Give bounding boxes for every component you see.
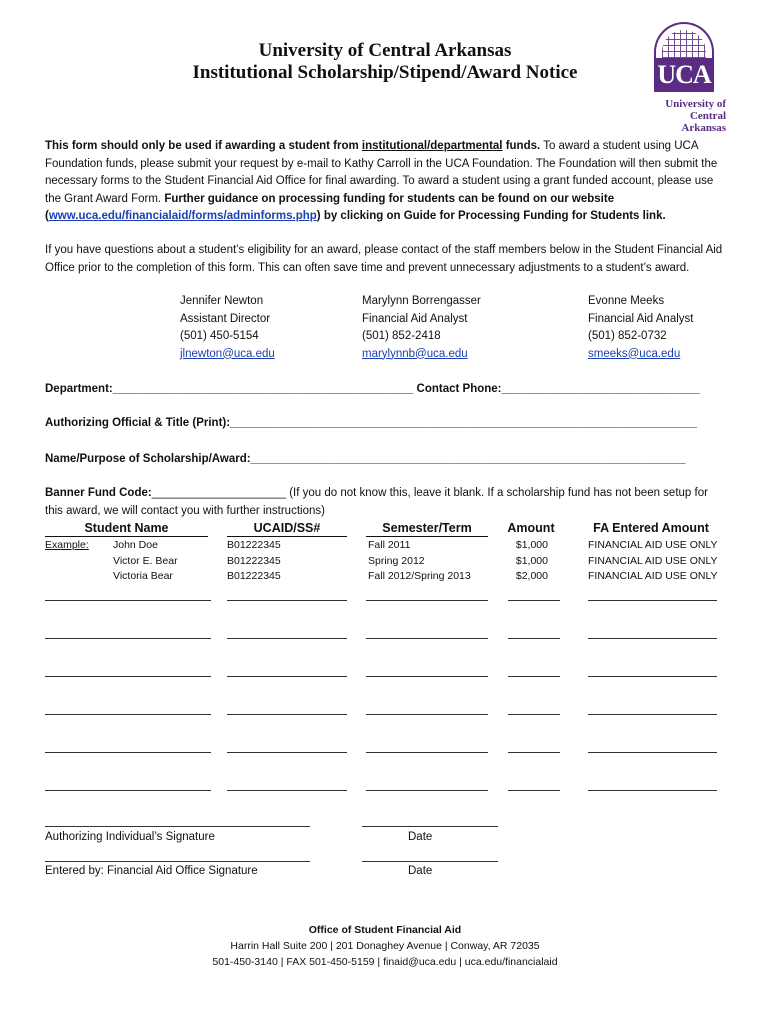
table-cell: $1,000 bbox=[515, 554, 548, 567]
header-semester-term: Semester/Term bbox=[366, 520, 488, 537]
header-fa-entered-amount: FA Entered Amount bbox=[593, 521, 709, 535]
fa-entered-input[interactable] bbox=[588, 638, 717, 639]
example-fa bbox=[588, 538, 718, 585]
intro-bold-a: This form should only be used if awarding a student from bbox=[45, 140, 362, 152]
footer-address: Harrin Hall Suite 200 | 201 Donaghey Avenue | Conway, AR 72035 bbox=[230, 940, 540, 952]
header-student-name: Student Name bbox=[45, 520, 208, 537]
intro-bold-c: Further guidance on processing funding for students can be found on our website ( bbox=[45, 192, 615, 222]
logo-arch-icon bbox=[654, 22, 714, 92]
intro-bold-d: ) by clicking on Guide for Processing Funding for Students link. bbox=[316, 210, 666, 222]
banner-fund-code-row bbox=[45, 485, 727, 520]
logo-wordmark bbox=[648, 98, 726, 134]
header-amount: Amount bbox=[507, 521, 555, 535]
contact-phone-field[interactable]: Contact Phone:_______________________________ bbox=[416, 383, 700, 395]
banner-fund-code-label: Banner Fund Code: bbox=[45, 487, 152, 499]
department-label: Department:_______________________________________________ bbox=[45, 383, 414, 395]
table-cell: B01222345 bbox=[227, 554, 281, 567]
semester-term-input[interactable] bbox=[366, 714, 488, 715]
table-cell: Victoria Bear bbox=[113, 570, 173, 582]
fa-entered-input[interactable] bbox=[588, 600, 717, 601]
student-name-input[interactable] bbox=[45, 790, 211, 791]
table-cell: B01222345 bbox=[227, 539, 281, 551]
table-cell: Victor E. Bear bbox=[113, 554, 178, 567]
ucaid-input[interactable] bbox=[227, 752, 347, 753]
table-cell: Fall 2012/Spring 2013 bbox=[368, 570, 471, 582]
title-line-1: University of Central Arkansas bbox=[258, 40, 512, 61]
semester-term-input[interactable] bbox=[366, 790, 488, 791]
footer-office: Office of Student Financial Aid bbox=[308, 924, 462, 936]
example-ids bbox=[227, 538, 281, 585]
contact-email-link[interactable]: smeeks@uca.edu bbox=[588, 347, 681, 360]
example-terms bbox=[368, 538, 471, 585]
amount-input[interactable] bbox=[508, 752, 560, 753]
contact-evonne-meeks bbox=[588, 293, 693, 363]
entered-by-date-label: Date bbox=[408, 865, 433, 877]
student-name-input[interactable] bbox=[45, 752, 211, 753]
authorizing-date-line[interactable] bbox=[362, 826, 498, 827]
intro-paragraph-2: If you have questions about a student’s eligibility for an award, please contact of the staff members below in the Student Financial Aid Office prior to the completion of this form. This can often save time and prevent unnecessary adjustments to a student’s award. bbox=[45, 244, 723, 274]
contact-email-link[interactable]: jlnewton@uca.edu bbox=[180, 347, 275, 360]
adminforms-link[interactable]: www.uca.edu/financialaid/forms/adminforms.php bbox=[48, 210, 317, 222]
table-cell: Fall 2011 bbox=[368, 539, 411, 551]
contact-name: Evonne Meeks bbox=[588, 295, 665, 307]
title-line-2: Institutional Scholarship/Stipend/Award Notice bbox=[192, 62, 578, 83]
student-name-input[interactable] bbox=[45, 714, 211, 715]
authorizing-date-label: Date bbox=[408, 831, 433, 843]
example-names bbox=[113, 538, 178, 585]
contact-phone: (501) 450-5154 bbox=[180, 330, 259, 342]
student-name-input[interactable] bbox=[45, 638, 211, 639]
semester-term-input[interactable] bbox=[366, 752, 488, 753]
banner-fund-code-input[interactable]: _____________________ bbox=[151, 487, 287, 499]
contact-phone: (501) 852-0732 bbox=[588, 330, 667, 342]
entered-by-date-line[interactable] bbox=[362, 861, 498, 862]
ucaid-input[interactable] bbox=[227, 600, 347, 601]
intro-paragraph-1 bbox=[45, 138, 727, 226]
authorizing-signature-label: Authorizing Individual’s Signature bbox=[45, 831, 215, 843]
contact-marylynn-borrengasser bbox=[362, 293, 481, 363]
footer bbox=[0, 922, 770, 970]
table-cell: John Doe bbox=[113, 539, 158, 551]
table-cell: $1,000 bbox=[515, 539, 548, 551]
student-name-input[interactable] bbox=[45, 600, 211, 601]
logo-letters: UCA bbox=[656, 58, 712, 92]
header-ucaid: UCAID/SS# bbox=[227, 520, 347, 537]
authorizing-official-field[interactable]: Authorizing Official & Title (Print):_________________________________________________________________________ bbox=[45, 417, 697, 429]
ucaid-input[interactable] bbox=[227, 790, 347, 791]
ucaid-input[interactable] bbox=[227, 714, 347, 715]
fa-entered-input[interactable] bbox=[588, 714, 717, 715]
amount-input[interactable] bbox=[508, 790, 560, 791]
table-cell: B01222345 bbox=[227, 570, 281, 582]
intro-bold-underlined: institutional/departmental bbox=[361, 140, 503, 152]
entered-by-label: Entered by: Financial Aid Office Signature bbox=[45, 865, 258, 877]
semester-term-input[interactable] bbox=[366, 600, 488, 601]
contact-name: Jennifer Newton bbox=[180, 295, 264, 307]
department-field[interactable] bbox=[45, 383, 700, 395]
amount-input[interactable] bbox=[508, 676, 560, 677]
semester-term-input[interactable] bbox=[366, 676, 488, 677]
fa-entered-input[interactable] bbox=[588, 752, 717, 753]
contact-email-link[interactable]: marylynnb@uca.edu bbox=[362, 347, 468, 360]
table-cell: FINANCIAL AID USE ONLY bbox=[588, 539, 718, 551]
fa-entered-input[interactable] bbox=[588, 676, 717, 677]
fa-entered-input[interactable] bbox=[588, 790, 717, 791]
authorizing-signature-line[interactable] bbox=[45, 826, 310, 827]
contact-title: Assistant Director bbox=[180, 312, 271, 325]
intro-text: To award a student using UCA Foundation funds, please submit your request by e-mail to Kathy Carroll in the UCA Foundation. The Foundation will then submit the necessary forms to the Student Financial Aid Office for final awarding. To award a student using a grant funded account, please use the Grant Award Form. bbox=[45, 140, 718, 205]
example-amounts bbox=[508, 538, 548, 585]
table-cell: $2,000 bbox=[515, 570, 548, 582]
semester-term-input[interactable] bbox=[366, 638, 488, 639]
contact-phone: (501) 852-2418 bbox=[362, 330, 441, 342]
footer-contact: 501-450-3140 | FAX 501-450-5159 | finaid@uca.edu | uca.edu/financialaid bbox=[212, 956, 558, 968]
table-cell: FINANCIAL AID USE ONLY bbox=[588, 570, 718, 582]
uca-logo bbox=[648, 22, 728, 134]
contact-title: Financial Aid Analyst bbox=[362, 312, 468, 325]
logo-line-2: Central Arkansas bbox=[681, 110, 726, 134]
amount-input[interactable] bbox=[508, 714, 560, 715]
example-label: Example: bbox=[45, 539, 89, 551]
student-name-input[interactable] bbox=[45, 676, 211, 677]
logo-line-1: University of bbox=[665, 98, 726, 110]
ucaid-input[interactable] bbox=[227, 676, 347, 677]
ucaid-input[interactable] bbox=[227, 638, 347, 639]
entered-by-signature-line[interactable] bbox=[45, 861, 310, 862]
contact-title: Financial Aid Analyst bbox=[588, 312, 694, 325]
amount-input[interactable] bbox=[508, 638, 560, 639]
banner-fund-code-note: (If you do not know this, leave it blank. If a scholarship fund has not been setup for this award, we will contact you with further instructions) bbox=[45, 487, 708, 517]
intro-bold-b: funds. bbox=[502, 140, 541, 152]
contact-jennifer-newton bbox=[180, 293, 275, 363]
scholarship-name-field[interactable]: Name/Purpose of Scholarship/Award:____________________________________________________________________ bbox=[45, 453, 686, 465]
amount-input[interactable] bbox=[508, 600, 560, 601]
table-cell: FINANCIAL AID USE ONLY bbox=[588, 554, 718, 567]
table-cell: Spring 2012 bbox=[368, 554, 425, 567]
contact-name: Marylynn Borrengasser bbox=[362, 295, 481, 307]
